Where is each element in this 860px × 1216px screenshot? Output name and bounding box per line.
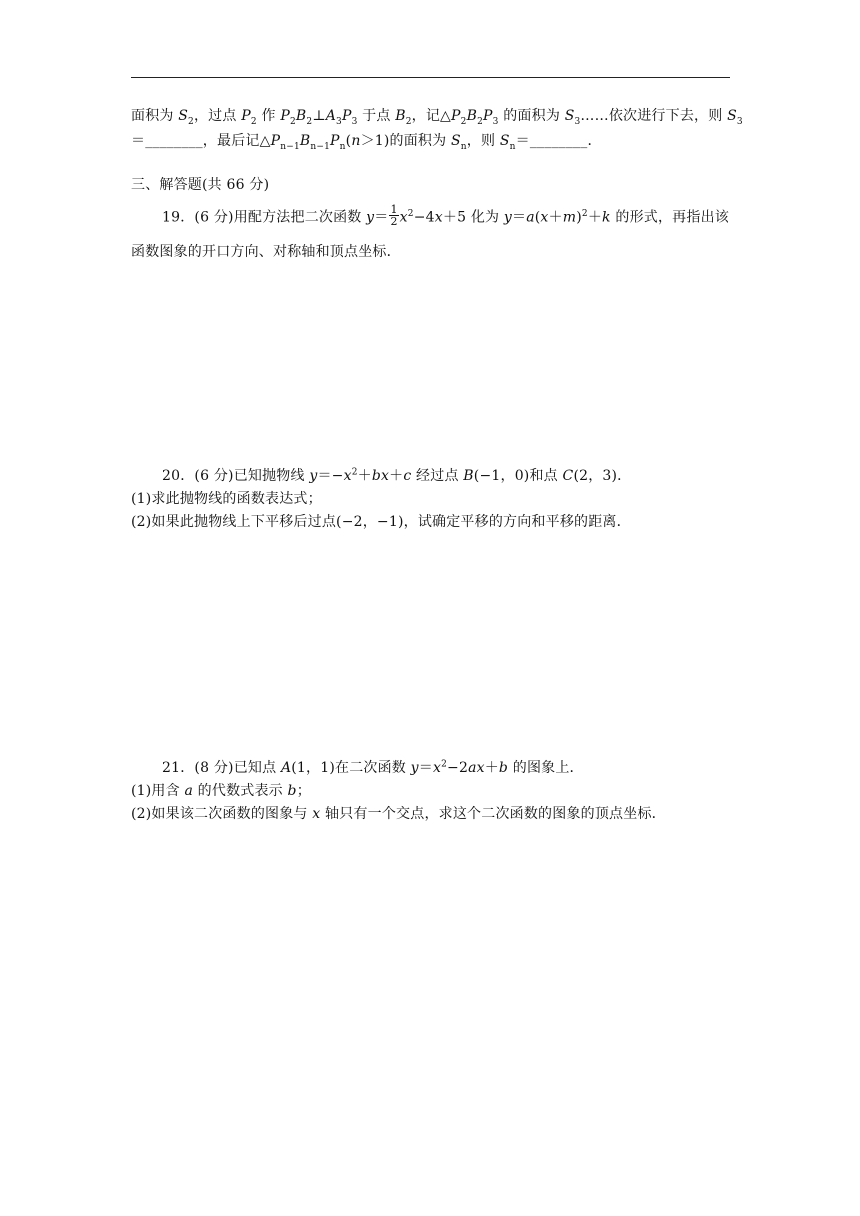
q21-line-1: 21．(8 分)已知点 A(1，1)在二次函数 $y=x^2-2ax+b$ 的图象上．	[162, 759, 584, 776]
section-heading: 三、解答题(共 66 分)	[131, 177, 270, 193]
fraction-one-half: $\frac{1}{2}$	[390, 203, 398, 228]
q21-part-2: (2)如果该二次函数的图象与 x 轴只有一个交点，求这个二次函数的图象的顶点坐标．	[131, 806, 666, 822]
q19-line-1: 19．(6 分)用配方法把二次函数 y＝ $\frac{1}{2}$ $x^2-4x+5$ 化为 $y=a(x+m)^2+k$ 的形式，再指出该	[162, 203, 729, 228]
q20-part-1: (1)求此抛物线的函数表达式；	[131, 491, 322, 507]
q18-line-1: 面积为 $S_2$，过点 $P_2$ 作 $P_2B_2\perp A_3P_3$ 于点 $B_2$，记$\triangle P_2B_2P_3$ 的面积为 $S_3\dots\dots$依次进行下去，则 $S_3$	[131, 108, 743, 127]
q20-line-1: 20．(6 分)已知抛物线 $y=-x^2+bx+c$ 经过点 B(−1，0)和点 C(2，3)．	[162, 467, 632, 484]
q19-line-2: 函数图象的开口方向、对称轴和顶点坐标．	[131, 244, 401, 260]
header-rule	[131, 77, 730, 78]
q18-line-2: ＝________，最后记$\triangle P_{n-1}B_{n-1}P_n(n>1)$的面积为 $S_n$，则 $S_n=\_\_\_\_\_\_\_\_$．	[131, 133, 602, 152]
q20-part-2: (2)如果此抛物线上下平移后过点(−2，−1)，试确定平移的方向和平移的距离．	[131, 514, 631, 530]
q21-part-1: (1)用含 a 的代数式表示 b；	[131, 783, 311, 799]
